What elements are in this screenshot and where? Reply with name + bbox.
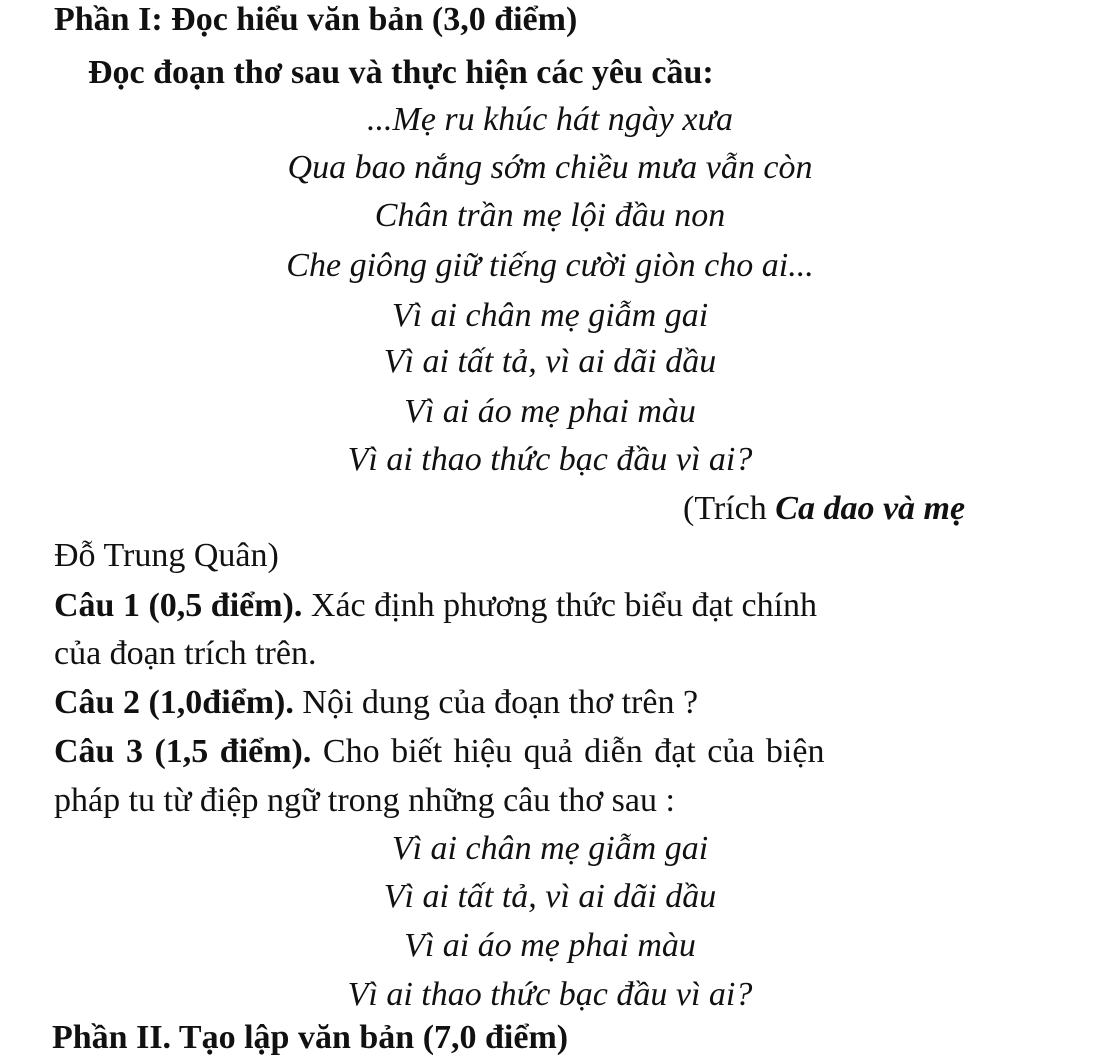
poem-line-7: Vì ai áo mẹ phai màu xyxy=(404,393,696,430)
poem-line-5: Vì ai chân mẹ giẫm gai xyxy=(391,297,709,334)
poem-line-3: Chân trần mẹ lội đầu non xyxy=(374,197,726,234)
question-1-label: Câu 1 (0,5 điểm). xyxy=(54,587,303,624)
question-2-label: Câu 2 (1,0điểm). xyxy=(54,684,294,721)
question-1-continuation: của đoạn trích trên. xyxy=(54,635,317,672)
part1-instruction: Đọc đoạn thơ sau và thực hiện các yêu cầu: xyxy=(88,54,714,91)
poem-line-6: Vì ai tất tả, vì ai dãi dầu xyxy=(383,343,717,380)
question-2-text: Nội dung của đoạn thơ trên ? xyxy=(293,684,699,721)
question-3 xyxy=(54,732,824,772)
poem-line-8: Vì ai thao thức bạc đầu vì ai? xyxy=(347,441,753,478)
next-part-title: Phần II. Tạo lập văn bản (7,0 điểm) xyxy=(52,1019,569,1056)
poem-line-4: Che giông giữ tiếng cười giòn cho ai... xyxy=(286,247,814,284)
quoted-poem-line-4: Vì ai thao thức bạc đầu vì ai? xyxy=(347,976,753,1013)
question-1 xyxy=(54,586,817,626)
question-3-label: Câu 3 (1,5 điểm). xyxy=(54,733,312,770)
part1-title: Phần I: Đọc hiểu văn bản (3,0 điểm) xyxy=(54,1,578,38)
quoted-poem-line-1: Vì ai chân mẹ giẫm gai xyxy=(391,830,709,867)
source-citation xyxy=(683,489,965,529)
question-3-text: Cho biết hiệu quả diễn đạt của biện xyxy=(311,733,825,770)
question-1-text: Xác định phương thức biểu đạt chính xyxy=(302,587,818,624)
quoted-poem-line-3: Vì ai áo mẹ phai màu xyxy=(404,927,696,964)
question-3-continuation: pháp tu từ điệp ngữ trong những câu thơ sau : xyxy=(54,782,675,819)
poem-line-1: ...Mẹ ru khúc hát ngày xưa xyxy=(367,101,733,138)
question-2 xyxy=(54,683,698,723)
source-prefix: (Trích xyxy=(683,490,776,527)
poem-line-2: Qua bao nắng sớm chiều mưa vẫn còn xyxy=(287,149,813,186)
source-work-title: Ca dao và mẹ xyxy=(775,490,966,527)
quoted-poem-line-2: Vì ai tất tả, vì ai dãi dầu xyxy=(383,878,717,915)
source-author: Đỗ Trung Quân) xyxy=(54,537,279,574)
